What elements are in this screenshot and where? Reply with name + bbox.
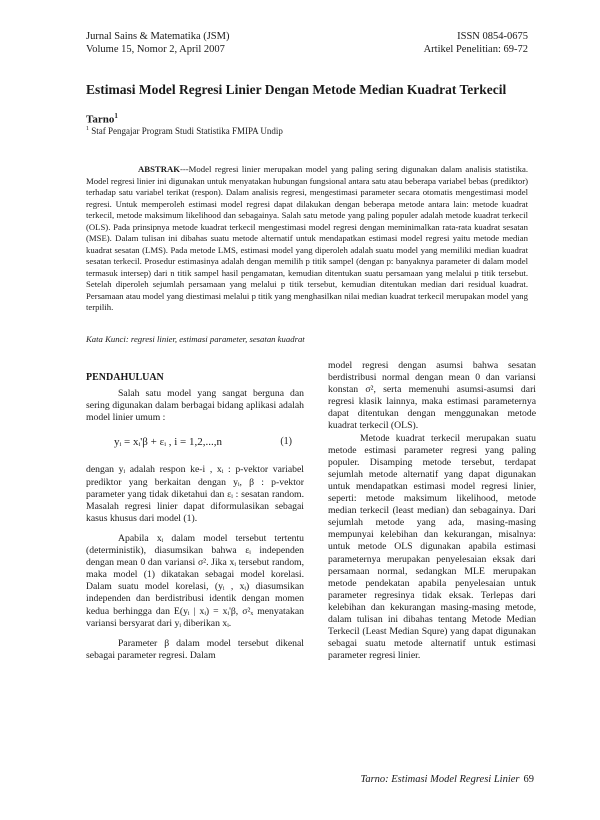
article-pages: Artikel Penelitian: 69-72 [423, 44, 528, 55]
equation-text: yᵢ = xᵢ'β + εᵢ , i = 1,2,...,n [114, 436, 223, 449]
affiliation [86, 126, 283, 136]
keywords: Kata Kunci: regresi linier, estimasi parameter, sesatan kuadrat [86, 334, 305, 344]
left-column [86, 372, 304, 662]
journal-name: Jurnal Sains & Matematika (JSM) [86, 31, 230, 42]
affiliation-text: Staf Pengajar Program Studi Statistika FMIPA Undip [91, 126, 283, 136]
methods-paragraph: Metode kuadrat terkecil merupakan suatu metode estimasi parameter regresi yang paling populer. Disamping metode tersebut, terdapat sejumlah metode alternatif yang dapat digunakan untuk mendapatkan estimasi model regresi linier, seperti: metode maksimum likelihood, metode median terkecil (least median) dan sebagainya. Dari sejumlah metode yang ada, masing-masing mempunyai kelebihan dan kekurangan, misalnya: untuk metode OLS digunakan apabila estimasi parameternya merupakan penyelesaian eksak dari persamaan normal, sedangkan MLE merupakan metode pendekatan apabila penyelesaian untuk parameter regresinya tidak eksak. Terlepas dari kelebihan dan kekurangan masing-masing metode, dalam tulisan ini dibahas tentang Metode Median Terkecil (Least Median Squre) yang dapat digunakan sebagai suatu metode alternatif untuk estimasi parameter regresi linier. [328, 432, 536, 662]
intro-paragraph: Salah satu model yang sangat berguna dan sering digunakan dalam berbagai bidang aplikasi adalah model linier umum : [86, 388, 304, 424]
author-sup: 1 [114, 112, 118, 120]
author-name: Tarno [86, 113, 115, 126]
parameter-paragraph: Parameter β dalam model tersebut dikenal sebagai parameter regresi. Dalam [86, 637, 304, 661]
right-column [328, 360, 536, 662]
journal-volume: Volume 15, Nomor 2, April 2007 [86, 44, 225, 55]
section-heading: PENDAHULUAN [86, 372, 164, 383]
affiliation-sup: 1 [86, 126, 89, 132]
equation-1 [86, 436, 304, 448]
journal-header-right [424, 30, 528, 56]
abstract-text: ---Model regresi linier merupakan model yang paling sering digunakan dalam analisis statistika. Model regresi linier ini digunakan untuk menyatakan hubungan fungsional antara satu atau beberapa variabel bebas (prediktor) terhadap satu variabel terikat (respon). Dalam analisis regresi, mengestimasi parameter secara otomatis mengestimasi model regresi. Untuk memperoleh estimasi model regresi dapat dilakukan dengan beberapa metode antara lain: metode kuadrat terkecil, metode maksimum likelihood dan sebagainya. Salah satu metode yang paling populer adalah metode kuadrat terkecil (OLS). Pada prinsipnya metode kuadrat terkecil mengestimasi model regresi dengan meminimalkan rata-rata kuadrat sesatan (MSE). Dalam tulisan ini dibahas suatu metode alternatif untuk mendapatkan estimasi model regresi yaitu metode median kuadrat sesatan (LMS). Pada metode LMS, estimasi model yang diperoleh adalah suatu model yang memiliki median kuadrat sesatan terkecil. Prosedur estimasinya adalah dengan memilih p titik sampel (dengan p: banyaknya parameter di dalam model termasuk intersep) dari n titik sampel hasil pengamatan, kemudian ditentukan suatu persamaan yang melalui p titik tersebut. Setelah diperoleh sejumlah persamaan yang melalui p titik tersebut, kemudian ditentukan median dari residual kuadrat. Persamaan atau model yang diestimasi melalui p titik yang menghasilkan nilai median kuadrat terkecil merupakan model yang terpilih. [86, 164, 528, 312]
journal-issn: ISSN 0854-0675 [457, 31, 528, 42]
author [86, 112, 118, 126]
definition-paragraph: dengan yᵢ adalah respon ke-i , xᵢ : p-vektor variabel prediktor yang berkaitan dengan yᵢ, β : p-vektor parameter yang tidak diketahui dan εᵢ : sesatan random. Masalah regresi linier dapat diformulasikan sebagai kasus khusus dari model (1). [86, 464, 304, 524]
page-footer [360, 774, 534, 785]
equation-number: (1) [280, 436, 292, 448]
assumption-paragraph: Apabila xᵢ dalam model tersebut tertentu (deterministik), diasumsikan bahwa εᵢ independen dengan mean 0 dan variansi σ². Jika xᵢ tersebut random, maka model (1) dikatakan sebagai model korelasi. Dalam suatu model korelasi, (yᵢ , xᵢ) diasumsikan independen dan berdistribusi identik dengan momen kedua berhingga dan E(yᵢ | xᵢ) = xᵢ'β, σ²ₓ menyatakan variansi bersyarat dari yᵢ diberikan xᵢ. [86, 532, 304, 629]
page-number: 69 [523, 774, 534, 785]
continuation-paragraph: model regresi dengan asumsi bahwa sesatan berdistribusi normal dengan mean 0 dan variansi konstan σ², serta memenuhi asumsi-asumsi dari regresi klasik lainnya, maka estimasi parameternya dapat ditentukan dengan menggunakan metode kuadrat terkecil (OLS). [328, 360, 536, 432]
journal-header-left [86, 30, 229, 56]
abstract [86, 164, 528, 314]
running-title: Tarno: Estimasi Model Regresi Linier [360, 774, 520, 785]
abstract-label: ABSTRAK [138, 164, 180, 174]
paper-title: Estimasi Model Regresi Linier Dengan Metode Median Kuadrat Terkecil [86, 82, 507, 97]
